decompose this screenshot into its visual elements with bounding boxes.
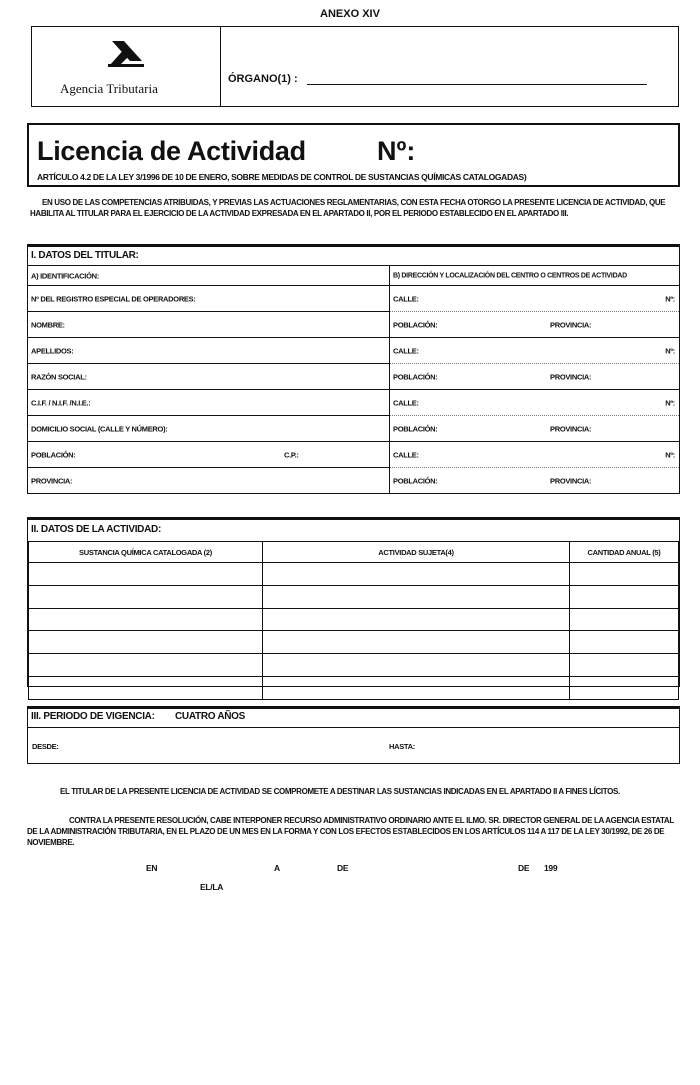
column-header: ACTIVIDAD SUJETA(4) (263, 542, 570, 563)
duration-value: CUATRO AÑOS (175, 711, 246, 722)
table-cell[interactable] (29, 631, 263, 654)
table-cell[interactable] (570, 585, 679, 608)
logo-cell (32, 27, 221, 106)
section-actividad-title: II. DATOS DE LA ACTIVIDAD: (31, 524, 161, 535)
section-titular-title: I. DATOS DEL TITULAR: (31, 250, 139, 261)
province-label: PROVINCIA: (550, 424, 592, 433)
table-row (29, 563, 679, 586)
month-label: DE (337, 863, 349, 873)
section-titular (27, 244, 680, 494)
table-cell[interactable] (29, 676, 263, 699)
table-cell[interactable] (570, 608, 679, 631)
address-street-row[interactable] (390, 286, 679, 312)
license-title: Licencia de Actividad (37, 136, 306, 166)
field-row-cif[interactable] (28, 390, 389, 416)
table-cell[interactable] (570, 676, 679, 699)
table-row (29, 631, 679, 654)
table-row (29, 608, 679, 631)
address-town-row[interactable] (390, 416, 679, 442)
section-vigencia-header (28, 709, 679, 728)
table-cell[interactable] (263, 631, 570, 654)
table-row (29, 676, 679, 699)
identification-column (28, 266, 390, 494)
province-label: PROVINCIA: (550, 372, 592, 381)
address-street-row[interactable] (390, 390, 679, 416)
license-number-label: Nº: (377, 136, 416, 166)
field-row-apellidos[interactable] (28, 338, 389, 364)
field-row-nombre[interactable] (28, 312, 389, 338)
agency-logo-icon (106, 39, 146, 69)
table-cell[interactable] (29, 608, 263, 631)
table-cell[interactable] (570, 563, 679, 586)
town-label: POBLACIÓN: (393, 320, 438, 329)
header-box (31, 26, 679, 107)
number-label: Nº: (665, 398, 675, 407)
table-row (29, 585, 679, 608)
column-header: SUSTANCIA QUÍMICA CATALOGADA (2) (29, 542, 263, 563)
field-label: POBLACIÓN: (31, 450, 76, 459)
license-subtitle: ARTÍCULO 4.2 DE LA LEY 3/1996 DE 10 DE ENERO, SOBRE MEDIDAS DE CONTROL DE SUSTANCIAS QUÍMICAS CATALOGADAS) (37, 172, 527, 182)
identification-header (28, 266, 389, 286)
field-row-razon-social[interactable] (28, 364, 389, 390)
from-label: DESDE: (32, 742, 59, 751)
address-town-row[interactable] (390, 364, 679, 390)
place-label: EN (146, 863, 158, 873)
year-label: DE (518, 863, 530, 873)
table-row (29, 654, 679, 677)
table-cell[interactable] (263, 654, 570, 677)
field-label: PROVINCIA: (31, 476, 73, 486)
intro-paragraph: EN USO DE LAS COMPETENCIAS ATRIBUIDAS, Y PREVIAS LAS ACTUACIONES REGLAMENTARIAS, CON ESTA FECHA OTORGO LA PRESENTE LICENCIA DE ACTIVIDAD, QUE HABILITA AL TITULAR PARA EL EJERCICIO DE LA ACTIVIDAD EXPRESADA EN EL APARTADO II, POR EL PERIODO ESTABLECIDO EN EL APARTADO III. (30, 198, 666, 218)
field-label: RAZÓN SOCIAL: (31, 372, 87, 381)
identification-label: A) IDENTIFICACIÓN: (31, 271, 99, 280)
town-label: POBLACIÓN: (393, 424, 438, 433)
column-header: CANTIDAD ANUAL (5) (570, 542, 679, 563)
year-prefix: 199 (544, 863, 558, 873)
location-header (390, 266, 679, 286)
title-box (27, 123, 680, 187)
street-label: CALLE: (393, 346, 419, 355)
town-label: POBLACIÓN: (393, 476, 438, 486)
table-cell[interactable] (263, 608, 570, 631)
number-label: Nº: (665, 346, 675, 355)
day-label: A (274, 863, 280, 873)
field-row-registro[interactable] (28, 286, 389, 312)
town-label: POBLACIÓN: (393, 372, 438, 381)
field-label: C.I.F. / N.I.F. /N.I.E.: (31, 398, 91, 407)
street-label: CALLE: (393, 450, 419, 459)
activity-table-header (29, 542, 679, 563)
section-actividad (27, 517, 680, 687)
province-label: PROVINCIA: (550, 320, 592, 329)
location-label: B) DIRECCIÓN Y LOCALIZACIÓN DEL CENTRO O CENTROS DE ACTIVIDAD (393, 272, 627, 279)
activity-table (28, 541, 679, 700)
table-cell[interactable] (263, 585, 570, 608)
field-row-provincia[interactable] (28, 468, 389, 494)
cp-label: C.P.: (284, 450, 299, 459)
field-label: APELLIDOS: (31, 346, 74, 355)
field-label: DOMICILIO SOCIAL (CALLE Y NÚMERO): (31, 424, 168, 433)
location-column (390, 266, 679, 494)
table-cell[interactable] (29, 563, 263, 586)
field-label: Nº DEL REGISTRO ESPECIAL DE OPERADORES: (31, 294, 196, 303)
street-label: CALLE: (393, 398, 419, 407)
commitment-text: EL TITULAR DE LA PRESENTE LICENCIA DE ACTIVIDAD SE COMPROMETE A DESTINAR LAS SUSTANCIAS INDICADAS EN EL APARTADO II A FINES LÍCITOS. (60, 787, 620, 796)
agency-name: Agencia Tributaria (60, 81, 158, 96)
section-vigencia (27, 706, 680, 764)
table-cell[interactable] (570, 654, 679, 677)
table-cell[interactable] (29, 654, 263, 677)
province-label: PROVINCIA: (550, 476, 592, 486)
address-street-row[interactable] (390, 442, 679, 468)
number-label: Nº: (665, 294, 675, 303)
organo-input-line[interactable] (307, 84, 647, 85)
table-cell[interactable] (29, 585, 263, 608)
table-cell[interactable] (263, 563, 570, 586)
section-titular-header (28, 247, 679, 266)
field-row-domicilio[interactable] (28, 416, 389, 442)
table-cell[interactable] (570, 631, 679, 654)
field-row-poblacion[interactable] (28, 442, 389, 468)
annex-label: ANEXO XIV (320, 8, 380, 20)
street-label: CALLE: (393, 294, 419, 303)
address-town-row[interactable] (390, 468, 679, 494)
number-label: Nº: (665, 450, 675, 459)
signer-label: EL/LA (200, 882, 224, 892)
address-town-row[interactable] (390, 312, 679, 338)
to-label: HASTA: (389, 742, 415, 751)
appeal-text: CONTRA LA PRESENTE RESOLUCIÓN, CABE INTERPONER RECURSO ADMINISTRATIVO ORDINARIO ANTE EL ILMO. SR. DIRECTOR GENERAL DE LA AGENCIA ESTATAL DE LA ADMINISTRACIÓN TRIBUTARIA, EN EL PLAZO DE UN MES EN LA FORMA Y CON LOS EFECTOS ESTABLECIDOS EN LOS ARTÍCULOS 114 A 117 DE LA LEY 30/1992, DE 26 DE NOVIEMBRE. (27, 816, 674, 847)
address-street-row[interactable] (390, 338, 679, 364)
organo-label: ÓRGANO(1) : (228, 73, 298, 85)
table-cell[interactable] (263, 676, 570, 699)
field-label: NOMBRE: (31, 320, 65, 329)
section-vigencia-title: III. PERIODO DE VIGENCIA: (31, 711, 155, 722)
